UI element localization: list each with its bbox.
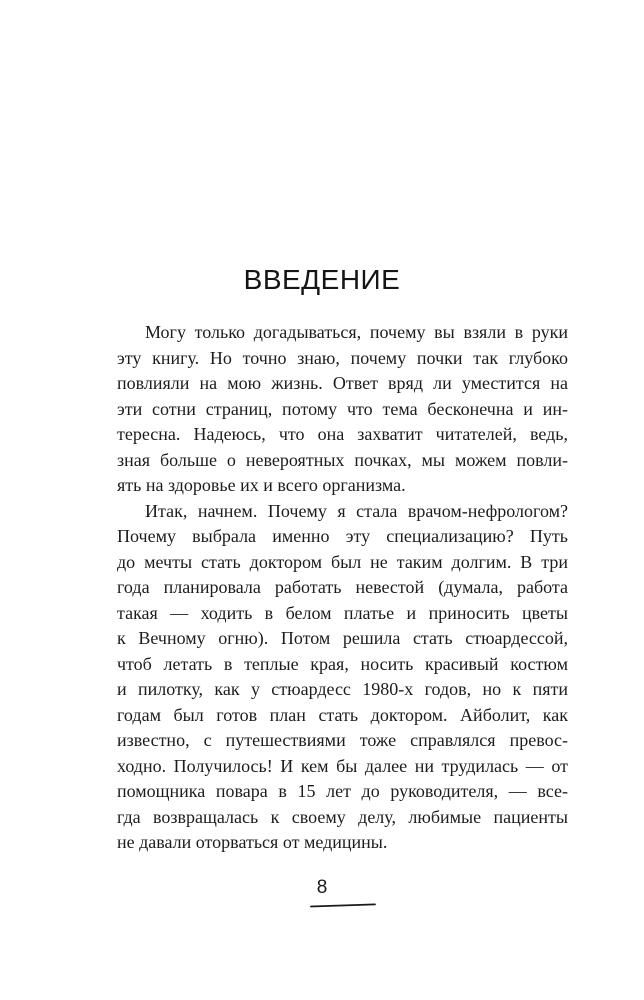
paragraph-2 bbox=[117, 499, 568, 856]
text-line: известно, с путешествиями тоже справлялся превос- bbox=[117, 730, 568, 750]
text-line: ходно. Получилось! И кем бы далее ни трудилась — от bbox=[117, 755, 568, 776]
text-line: не давали оторваться от медицины. bbox=[117, 832, 388, 852]
text-line: до мечты стать доктором был не таким долгим. В три bbox=[117, 551, 568, 572]
text-line: Могу только догадываться, почему вы взяли в руки bbox=[145, 322, 568, 342]
text-line: повлияли на мою жизнь. Ответ вряд ли уместится на bbox=[117, 373, 568, 393]
text-line: тересна. Надеюсь, что она захватит читателей, ведь, bbox=[117, 424, 568, 444]
text-line: годам был готов план стать доктором. Айболит, как bbox=[117, 704, 568, 725]
text-line: Итак, начнем. Почему я стала врачом-нефрологом? bbox=[145, 500, 568, 521]
page-number-underline bbox=[308, 898, 378, 912]
text-line: эту книгу. Но точно знаю, почему почки так глубоко bbox=[117, 347, 568, 368]
text-line: помощника повара в 15 лет до руководителя, — все- bbox=[117, 781, 568, 801]
text-line: чтоб летать в теплые края, носить красивый костюм bbox=[117, 653, 568, 674]
body-text bbox=[117, 320, 568, 856]
paragraph-1 bbox=[117, 320, 568, 499]
text-line: такая — ходить в белом платье и приносить цветы bbox=[117, 602, 568, 623]
chapter-title: ВВЕДЕНИЕ bbox=[243, 264, 401, 295]
text-line: гда возвращалась к своему делу, любимые пациенты bbox=[117, 806, 568, 827]
text-line: к Вечному огню). Потом решила стать стюардессой, bbox=[117, 628, 568, 648]
text-line: Почему выбрала именно эту специализацию? Путь bbox=[117, 526, 568, 546]
text-line: зная больше о невероятных почках, мы можем повли- bbox=[117, 449, 568, 470]
text-line: ять на здоровье их и всего организма. bbox=[117, 475, 406, 495]
page-number: 8 bbox=[316, 877, 328, 898]
text-line: и пилотку, как у стюардесс 1980-х годов, но к пяти bbox=[117, 679, 568, 699]
text-line: эти сотни страниц, потому что тема бесконечна и ин- bbox=[117, 398, 568, 419]
text-line: года планировала работать невестой (думала, работа bbox=[117, 577, 568, 597]
